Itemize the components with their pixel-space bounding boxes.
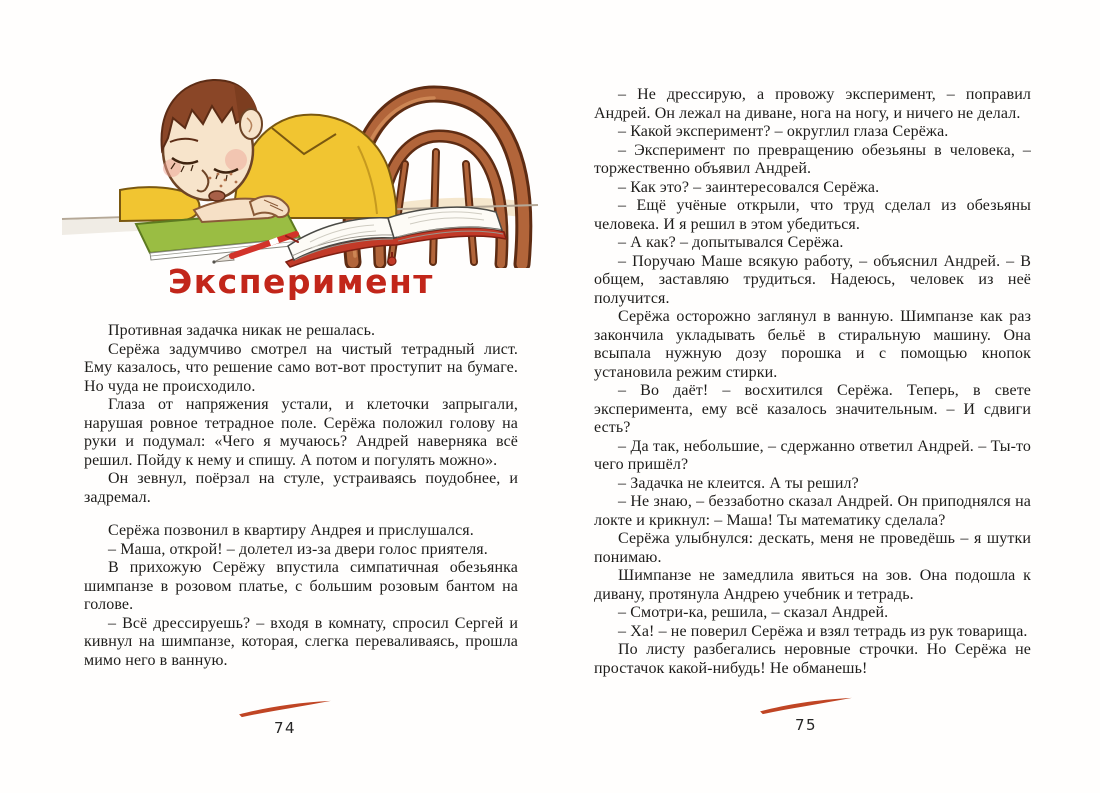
- left-page-text: [84, 322, 518, 670]
- paragraph: Серёжа улыбнулся: дескать, меня не проведёшь – я шутки понимаю.: [594, 530, 1031, 566]
- paragraph: – Как это? – заинтересовался Серёжа.: [618, 178, 880, 196]
- paragraph: Противная задачка никак не решалась.: [108, 322, 376, 339]
- illustration-sleeping-boy-at-desk: [58, 66, 542, 268]
- paragraph: – Во даёт! – восхитился Серёжа. Теперь, в свете эксперимента, ему всё казалось значительным. – И сдвиги есть?: [594, 382, 1031, 436]
- paragraph: В прихожую Серёжу впустила симпатичная обезьянка шимпанзе в розовом платье, с большим розовым бантом на голове.: [84, 559, 518, 613]
- page-number: 75: [794, 716, 818, 734]
- paragraph: – Эксперимент по превращению обезьяны в человека, – торжественно объявил Андрей.: [594, 141, 1031, 177]
- red-swoosh-icon: [233, 700, 337, 718]
- paragraph: Серёжа осторожно заглянул в ванную. Шимпанзе как раз закончила укладывать бельё в стиральную машину. Она всыпала нужную дозу порошка и с помощью кнопок установила режим стирки.: [594, 308, 1031, 381]
- paragraph: – Не дрессирую, а провожу эксперимент, – поправил Андрей. Он лежал на диване, нога на ногу, и ничего не делал.: [594, 86, 1031, 122]
- paragraph: – Ещё учёные открыли, что труд сделал из обезьяны человека. И я решил в этом убедиться.: [594, 197, 1031, 233]
- paragraph: Шимпанзе не замедлила явиться на зов. Она подошла к дивану, протянула Андрею учебник и тетрадь.: [594, 567, 1031, 603]
- scene-break: [84, 507, 518, 522]
- paragraph: Серёжа позвонил в квартиру Андрея и прислушался.: [108, 522, 474, 539]
- chapter-title: Эксперимент: [168, 262, 434, 301]
- paragraph: Серёжа задумчиво смотрел на чистый тетрадный лист. Ему казалось, что решение само вот-вот проступит на бумаге. Но чуда не происходило.: [84, 340, 518, 395]
- paragraph: – Ха! – не поверил Серёжа и взял тетрадь из рук товарища.: [618, 622, 1028, 640]
- paragraph: – Не знаю, – беззаботно сказал Андрей. Он приподнялся на локте и крикнул: – Маша! Ты математику сделала?: [594, 493, 1031, 529]
- paragraph: – Всё дрессируешь? – входя в комнату, спросил Сергей и кивнул на шимпанзе, которая, слегка переваливаясь, прошла мимо него в ванную.: [84, 614, 518, 669]
- page-number: 74: [273, 719, 297, 737]
- left-page-footer: [229, 700, 341, 737]
- paragraph: – Задачка не клеится. А ты решил?: [618, 474, 859, 492]
- left-page-part2: [84, 522, 518, 670]
- right-page-footer: [750, 697, 862, 734]
- paragraph: – Какой эксперимент? – округлил глаза Серёжа.: [618, 123, 949, 140]
- paragraph: – Маша, открой! – долетел из-за двери голос приятеля.: [108, 540, 488, 558]
- paragraph: – Поручаю Маше всякую работу, – объяснил Андрей. – В общем, заставляю трудиться. Надеюсь, человек из неё получится.: [594, 252, 1031, 307]
- paragraph: – Смотри-ка, решила, – сказал Андрей.: [618, 604, 889, 621]
- sleeping-boy-drawing: [58, 66, 542, 268]
- left-page-part1: [84, 322, 518, 507]
- paragraph: Он зевнул, поёрзал на стуле, устраиваясь поудобнее, и задремал.: [84, 470, 518, 506]
- paragraph: – А как? – допытывался Серёжа.: [618, 234, 844, 251]
- right-page-paragraphs: [594, 86, 1031, 678]
- paragraph: Глаза от напряжения устали, и клеточки запрыгали, нарушая ровное тетрадное поле. Серёжа положил голову на руки и подумал: «Чего я мучаюсь? Андрей наверняка всё решил. Пойду к нему и спишу. А потом и погулять можно».: [84, 396, 518, 469]
- right-page-text: [594, 86, 1031, 678]
- paragraph: – Да так, небольшие, – сдержанно ответил Андрей. – Ты-то чего пришёл?: [594, 437, 1031, 473]
- red-swoosh-icon: [754, 697, 858, 715]
- paragraph: По листу разбегались неровные строчки. Но Серёжа не простачок какой-нибудь! Не обманешь!: [594, 641, 1031, 677]
